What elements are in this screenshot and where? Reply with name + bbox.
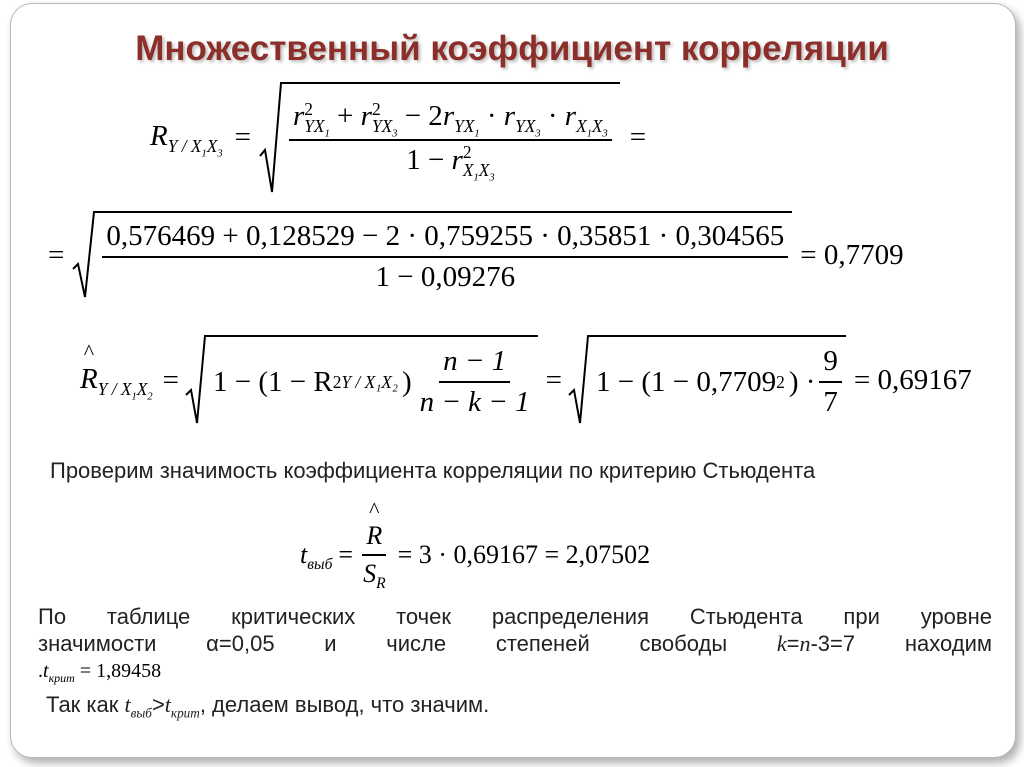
formula2-denominator: 1 − 0,09276 [375, 261, 516, 293]
radical-sign-icon [185, 335, 207, 425]
formula4-num: ^ R [362, 521, 386, 556]
formula2-radical [72, 211, 792, 299]
formula1-numerator: r 2 $YX_1$ + r 2 $YX_3$ − $2r_{YX_1} \cdot r_{YX_3} \cdot r_{X_1X_3}$ [289, 100, 612, 141]
formula3-eq2: = [545, 363, 562, 396]
radical-sign-icon [568, 335, 590, 425]
formula3-result: = 0,69167 [853, 363, 972, 396]
formula2-result: = 0,7709 [800, 238, 904, 271]
slide-title: Множественный коэффициент корреляции [135, 29, 889, 68]
para-line-3: $.t_{крит} = 1,89458$ [38, 660, 162, 685]
formula-t-statistic [300, 510, 650, 600]
formula4-den: $S_R$ [363, 559, 386, 593]
formula4-eq: = [338, 540, 354, 569]
radical-sign-icon [72, 211, 96, 299]
formula-multiple-correlation [150, 80, 646, 195]
formula3-lhs: ^ $R_{Y / X_1X_2}$ [80, 363, 153, 397]
formula-numeric-substitution [48, 210, 904, 300]
formula1-eq: = [234, 121, 251, 153]
formula3-radical-1: 1 − (1 − R 2 Y / X₁X₂ ) $\frac{n - 1}{n - k - 1}$ [185, 335, 538, 425]
formula3-radical-2: 1 − (1 − 0,7709 2 ) · $\frac{9}{7}$ [568, 335, 846, 425]
formula3-frac2-den: 7 [823, 386, 838, 418]
formula3-inner2-close: ) · [788, 365, 816, 398]
formula2-numerator: 0,576469 + 0,128529 − 2 · 0,759255 · 0,35851 · 0,304565 [102, 220, 788, 258]
para-line-1: По таблице критических точек распределения Стьюдента при уровне [38, 604, 992, 629]
formula1-trailing-eq: = [629, 121, 647, 153]
formula-adjusted-correlation [80, 330, 972, 430]
significance-check-text: Проверим значимость коэффициента корреляции по критерию Стьюдента [50, 458, 816, 483]
formula3-frac-num: n − 1 [439, 345, 510, 383]
formula3-inner2: 1 − (1 − 0,7709 [595, 365, 777, 398]
formula2-eq: = [48, 238, 65, 271]
formula3-frac2-num: 9 [819, 345, 842, 383]
formula3-inner-close: ) [401, 365, 412, 398]
para-line-2: значимости α=0,05 и числе степеней свободы k=n-3=7 находим [38, 631, 992, 656]
formula4-t: $t_{выб}$ [300, 540, 333, 574]
formula1-lhs: $R_{Y / X_1X_3}$ [150, 120, 223, 160]
para-line-4: Так как $t_{выб}>t_{крит}$, делаем вывод, что значим. [46, 692, 490, 721]
formula4-rhs: = 3 · 0,69167 = 2,07502 [397, 540, 651, 569]
formula3-inner-left: 1 − (1 − R [212, 365, 333, 398]
radical-sign-icon [259, 82, 283, 194]
formula3-frac-den: n − k − 1 [419, 386, 530, 418]
formula3-eq: = [162, 363, 179, 396]
formula1-radical [259, 82, 620, 194]
formula1-denominator: 1 − r 2 $X_1X_3$ [406, 142, 495, 184]
